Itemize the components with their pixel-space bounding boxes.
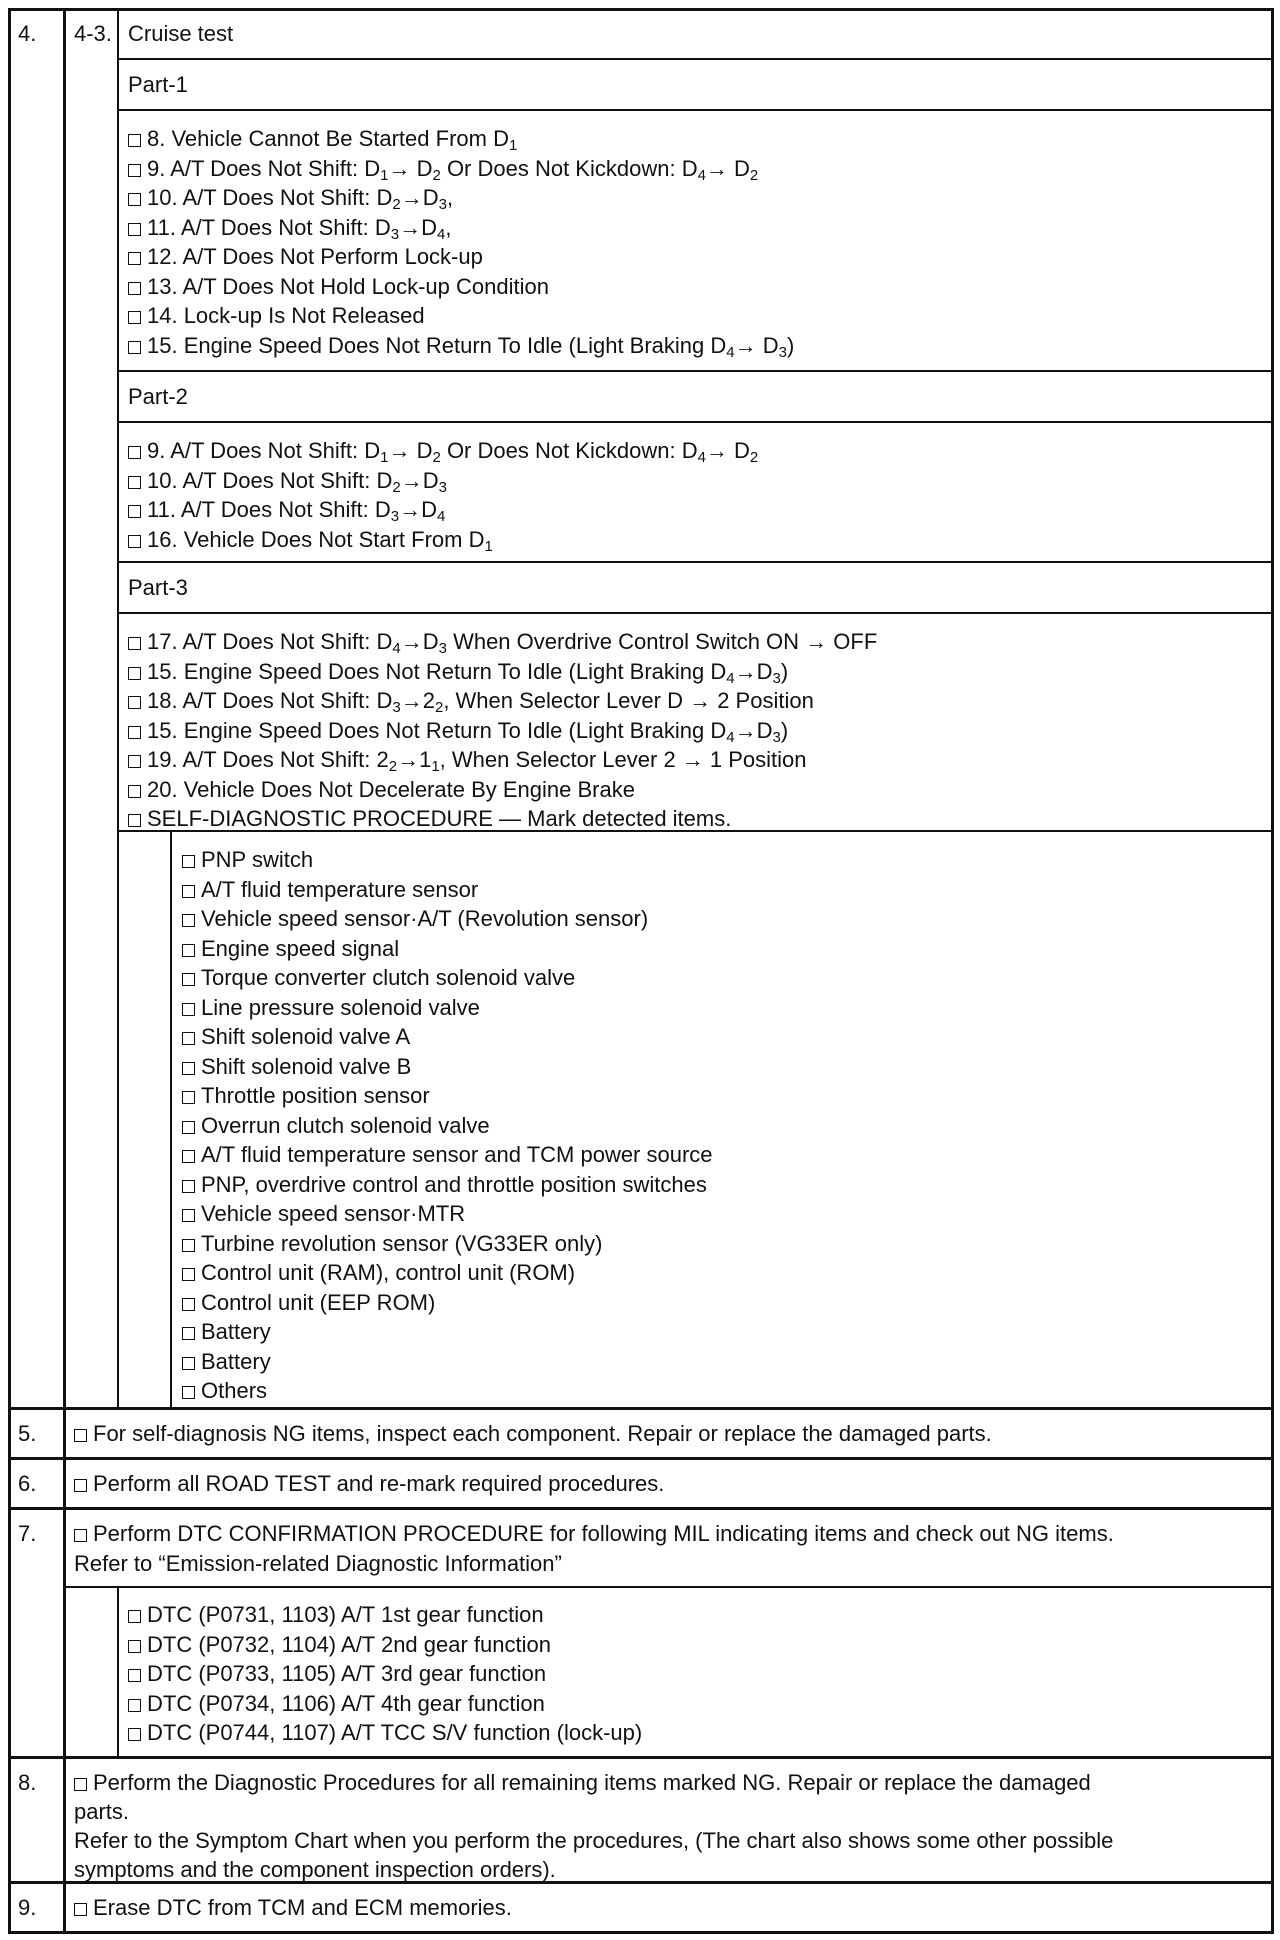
- divider: [118, 58, 1272, 60]
- checkbox[interactable]: [74, 1529, 87, 1542]
- checklist-item[interactable]: [128, 804, 877, 834]
- checklist-item[interactable]: [182, 1199, 713, 1229]
- divider: [118, 421, 1272, 423]
- checkbox[interactable]: [182, 1298, 195, 1311]
- checkbox[interactable]: [128, 1699, 141, 1712]
- checkbox[interactable]: [182, 1386, 195, 1399]
- diagnostic-worksheet-table: [8, 8, 1274, 1934]
- checkbox[interactable]: [182, 1150, 195, 1163]
- subscript: 1: [380, 166, 389, 184]
- checklist-item[interactable]: [182, 1229, 713, 1259]
- subscript: 4: [697, 449, 706, 466]
- checklist-item[interactable]: [182, 1347, 713, 1377]
- checkbox[interactable]: [182, 1268, 195, 1281]
- item-text: 15. Engine Speed Does Not Return To Idle (Light Braking D: [147, 332, 727, 358]
- checklist-item[interactable]: [182, 1081, 713, 1111]
- checklist-item[interactable]: [182, 934, 713, 964]
- item-text: Others: [201, 1378, 268, 1403]
- step-number: 8.: [18, 1770, 37, 1795]
- step-8-item[interactable]: [74, 1771, 1091, 1795]
- item-text: PNP, overdrive control and throttle position switches: [201, 1171, 707, 1197]
- item-text: 15. Engine Speed Does Not Return To Idle (Light Braking D: [147, 717, 727, 743]
- item-text: Turbine revolution sensor (VG33ER only): [201, 1230, 603, 1256]
- checkbox[interactable]: [182, 855, 195, 868]
- part-3-checklist: [128, 627, 877, 834]
- checklist-item[interactable]: [128, 627, 877, 657]
- checklist-item[interactable]: [182, 1170, 713, 1200]
- subscript: 2: [432, 449, 441, 466]
- checkbox[interactable]: [182, 1091, 195, 1104]
- checklist-item[interactable]: [128, 331, 794, 361]
- item-text: SELF-DIAGNOSTIC PROCEDURE — Mark detected items.: [147, 806, 732, 831]
- item-text: 11. A/T Does Not Shift: D: [147, 214, 391, 240]
- item-text: Battery: [201, 1348, 271, 1374]
- step-number: 6.: [18, 1471, 37, 1496]
- item-text: Battery: [201, 1319, 271, 1344]
- checkbox[interactable]: [128, 1610, 141, 1623]
- checkbox[interactable]: [182, 1032, 195, 1045]
- step-5-item[interactable]: [74, 1422, 992, 1446]
- item-text: 10. A/T Does Not Shift: D: [147, 467, 393, 493]
- step-7-item[interactable]: [74, 1522, 1114, 1546]
- divider: [118, 109, 1272, 111]
- item-text: →1: [397, 747, 432, 772]
- subscript: 1: [380, 449, 389, 466]
- step-6-item[interactable]: [74, 1472, 664, 1496]
- item-text: Control unit (RAM), control unit (ROM): [201, 1260, 576, 1285]
- checklist-item[interactable]: [182, 845, 713, 875]
- checklist-item[interactable]: [128, 716, 877, 746]
- checklist-item[interactable]: [128, 272, 794, 302]
- item-text: ,: [445, 214, 452, 240]
- item-text: 19. A/T Does Not Shift: 2: [147, 747, 389, 772]
- step-number: 5.: [18, 1421, 37, 1446]
- item-text: → D: [388, 155, 433, 181]
- checklist-item[interactable]: [128, 495, 758, 525]
- checkbox[interactable]: [128, 505, 141, 518]
- item-text: Or Does Not Kickdown: D: [440, 155, 698, 181]
- subscript: 2: [392, 196, 401, 213]
- item-text: DTC (P0733, 1105) A/T 3rd gear function: [147, 1661, 547, 1686]
- step-6-text: Perform all ROAD TEST and re-mark required procedures.: [93, 1471, 665, 1496]
- checklist-item[interactable]: [128, 1718, 642, 1748]
- checklist-item[interactable]: [128, 183, 794, 213]
- subscript: 4: [726, 669, 735, 687]
- step-7-reference: Refer to “Emission-related Diagnostic Information”: [74, 1551, 562, 1576]
- step-separator: [8, 1507, 1274, 1510]
- checklist-item[interactable]: [182, 1140, 713, 1170]
- checkbox[interactable]: [128, 134, 141, 147]
- step-separator: [8, 1457, 1274, 1460]
- checkbox[interactable]: [128, 535, 141, 548]
- item-text: 17. A/T Does Not Shift: D: [147, 629, 393, 654]
- item-text: 13. A/T Does Not Hold Lock-up Condition: [147, 273, 549, 299]
- subscript: 3: [438, 196, 447, 213]
- checkbox[interactable]: [182, 973, 195, 986]
- item-text: 16. Vehicle Does Not Start From D: [147, 526, 485, 552]
- checkbox[interactable]: [128, 1728, 141, 1741]
- step-5-text: For self-diagnosis NG items, inspect each component. Repair or replace the damaged parts.: [93, 1421, 992, 1446]
- item-text: DTC (P0744, 1107) A/T TCC S/V function (lock-up): [147, 1720, 643, 1745]
- checklist-item[interactable]: [128, 1659, 642, 1689]
- checkbox[interactable]: [128, 446, 141, 459]
- checkbox[interactable]: [74, 1903, 87, 1916]
- checkbox[interactable]: [128, 814, 141, 827]
- checklist-item[interactable]: [182, 1022, 713, 1052]
- step-9-text: Erase DTC from TCM and ECM memories.: [93, 1895, 512, 1920]
- subscript: 1: [508, 137, 518, 154]
- dtc-indent-divider: [117, 1587, 119, 1757]
- item-text: →D: [400, 467, 439, 493]
- item-text: →D: [734, 658, 773, 684]
- checklist-item[interactable]: [182, 1288, 713, 1318]
- item-text: → D: [734, 332, 779, 358]
- checkbox[interactable]: [182, 944, 195, 957]
- part-2-checklist: [128, 436, 758, 554]
- item-text: 14. Lock-up Is Not Released: [147, 303, 425, 328]
- subscript: 4: [726, 343, 735, 361]
- checklist-item[interactable]: [182, 963, 713, 993]
- item-text: →2: [400, 688, 435, 713]
- checklist-item[interactable]: [128, 301, 794, 331]
- step-number: 7.: [18, 1521, 37, 1546]
- item-text: Control unit (EEP ROM): [201, 1289, 436, 1315]
- subscript: 2: [749, 166, 759, 184]
- checkbox[interactable]: [128, 282, 141, 295]
- table-bottom-border: [8, 1931, 1274, 1934]
- item-text: Overrun clutch solenoid valve: [201, 1112, 490, 1138]
- self-diagnostic-items-checklist: [182, 845, 713, 1406]
- step-number: 4.: [18, 21, 37, 46]
- checkbox[interactable]: [182, 1062, 195, 1075]
- checklist-item[interactable]: [182, 1376, 713, 1406]
- subscript: 4: [697, 166, 706, 184]
- checkbox[interactable]: [128, 696, 141, 709]
- checkbox[interactable]: [128, 311, 141, 324]
- step-7-text: Perform DTC CONFIRMATION PROCEDURE for following MIL indicating items and check out NG items.: [93, 1521, 1114, 1546]
- item-text: Shift solenoid valve A: [201, 1024, 411, 1049]
- checkbox[interactable]: [128, 637, 141, 650]
- checkbox[interactable]: [182, 1121, 195, 1134]
- checklist-item[interactable]: [128, 213, 794, 243]
- checkbox[interactable]: [182, 1003, 195, 1016]
- checklist-item[interactable]: [128, 436, 758, 466]
- checklist-item[interactable]: [182, 1052, 713, 1082]
- checkbox[interactable]: [128, 252, 141, 265]
- subscript: 2: [388, 758, 398, 775]
- item-text: Vehicle speed sensor·MTR: [201, 1201, 466, 1226]
- subscript: 4: [436, 225, 446, 243]
- subscript: 2: [432, 166, 441, 184]
- divider: [64, 1586, 1274, 1588]
- item-text: 10. A/T Does Not Shift: D: [147, 185, 393, 210]
- checklist-item[interactable]: [128, 1600, 642, 1630]
- part-2-label: Part-2: [128, 384, 188, 409]
- subscript: 4: [392, 640, 401, 657]
- subscript: 1: [431, 758, 440, 775]
- step-8-reference-cont: symptoms and the component inspection orders).: [74, 1857, 556, 1882]
- subscript: 3: [778, 343, 787, 361]
- checkbox[interactable]: [128, 1669, 141, 1682]
- checkbox[interactable]: [128, 785, 141, 798]
- step-8-text: Perform the Diagnostic Procedures for all remaining items marked NG. Repair or replace the damaged: [93, 1770, 1091, 1795]
- item-text: 9. A/T Does Not Shift: D: [147, 155, 381, 181]
- checklist-item[interactable]: [128, 242, 794, 272]
- subscript: 4: [436, 508, 446, 525]
- divider: [118, 370, 1272, 372]
- checkbox[interactable]: [128, 726, 141, 739]
- item-text: → D: [705, 438, 750, 463]
- item-text: ,: [446, 185, 454, 210]
- item-text: Engine speed signal: [201, 935, 400, 961]
- checklist-item[interactable]: [182, 993, 713, 1023]
- item-text: A/T fluid temperature sensor: [201, 876, 479, 902]
- checkbox[interactable]: [74, 1778, 87, 1791]
- item-text: 9. A/T Does Not Shift: D: [147, 438, 381, 463]
- checkbox[interactable]: [128, 193, 141, 206]
- step-8-reference: Refer to the Symptom Chart when you perform the procedures, (The chart also shows some other possible: [74, 1828, 1114, 1853]
- checkbox[interactable]: [128, 1640, 141, 1653]
- divider: [118, 561, 1272, 563]
- item-text: PNP switch: [201, 847, 314, 872]
- checklist-item[interactable]: [128, 466, 758, 496]
- step-separator: [8, 1407, 1274, 1410]
- checkbox[interactable]: [128, 476, 141, 489]
- step-number-column-divider: [63, 8, 66, 1934]
- dtc-checklist: [128, 1600, 642, 1748]
- checklist-item[interactable]: [182, 1258, 713, 1288]
- subscript: 3: [772, 728, 781, 746]
- item-text: →D: [399, 497, 437, 522]
- checklist-item[interactable]: [128, 1689, 642, 1719]
- subscript: 2: [434, 699, 444, 716]
- checklist-item[interactable]: [128, 1630, 642, 1660]
- item-text: A/T fluid temperature sensor and TCM power source: [201, 1142, 713, 1167]
- substep-number: 4-3.: [74, 21, 112, 46]
- subscript: 1: [484, 537, 493, 555]
- item-text: 11. A/T Does Not Shift: D: [147, 497, 391, 522]
- checklist-item[interactable]: [182, 875, 713, 905]
- item-text: When Overdrive Control Switch ON → OFF: [446, 629, 878, 654]
- subscript: 2: [749, 449, 759, 466]
- item-text: Shift solenoid valve B: [201, 1053, 412, 1079]
- part-1-checklist: [128, 124, 794, 360]
- substep-column-divider: [117, 8, 119, 1408]
- step-8-text-cont: parts.: [74, 1799, 130, 1824]
- checklist-item[interactable]: [128, 525, 758, 555]
- item-text: →D: [400, 629, 439, 654]
- item-text: ): [786, 332, 795, 358]
- checklist-item[interactable]: [128, 686, 877, 716]
- item-text: Line pressure solenoid valve: [201, 994, 480, 1020]
- cruise-test-title: Cruise test: [128, 21, 234, 46]
- item-text: 18. A/T Does Not Shift: D: [147, 688, 393, 713]
- subscript: 3: [390, 225, 400, 243]
- checkbox[interactable]: [128, 667, 141, 680]
- checklist-item[interactable]: [182, 1317, 713, 1347]
- item-text: →D: [399, 214, 437, 240]
- subscript: 3: [772, 669, 781, 687]
- item-text: →D: [734, 717, 773, 743]
- checkbox[interactable]: [182, 1209, 195, 1222]
- checkbox[interactable]: [74, 1479, 87, 1492]
- subscript: 3: [392, 699, 401, 716]
- item-text: 15. Engine Speed Does Not Return To Idle (Light Braking D: [147, 658, 727, 684]
- checkbox[interactable]: [182, 885, 195, 898]
- checkbox[interactable]: [128, 164, 141, 177]
- subscript: 2: [392, 478, 401, 496]
- step-number: 9.: [18, 1895, 37, 1920]
- subscript: 3: [438, 478, 447, 496]
- checkbox[interactable]: [182, 1357, 195, 1370]
- item-text: Torque converter clutch solenoid valve: [201, 965, 576, 990]
- checkbox[interactable]: [182, 914, 195, 927]
- checkbox[interactable]: [128, 223, 141, 236]
- checkbox[interactable]: [182, 1180, 195, 1193]
- step-separator: [8, 1756, 1274, 1759]
- checklist-item[interactable]: [128, 657, 877, 687]
- item-text: 20. Vehicle Does Not Decelerate By Engine Brake: [147, 776, 635, 802]
- checklist-item[interactable]: [128, 124, 794, 154]
- item-text: , When Selector Lever 2 → 1 Position: [439, 747, 807, 772]
- item-text: → D: [705, 155, 750, 181]
- item-text: DTC (P0732, 1104) A/T 2nd gear function: [147, 1631, 551, 1657]
- subscript: 3: [390, 508, 400, 525]
- item-text: ): [780, 717, 789, 743]
- checklist-item[interactable]: [182, 904, 713, 934]
- self-diag-indent-divider: [170, 831, 172, 1408]
- table-top-border: [8, 8, 1274, 11]
- item-text: 8. Vehicle Cannot Be Started From D: [147, 126, 509, 151]
- item-text: DTC (P0731, 1103) A/T 1st gear function: [147, 1602, 544, 1627]
- checkbox[interactable]: [128, 341, 141, 354]
- item-text: Or Does Not Kickdown: D: [440, 438, 698, 463]
- part-3-label: Part-3: [128, 575, 188, 600]
- step-9-item[interactable]: [74, 1896, 512, 1920]
- item-text: 12. A/T Does Not Perform Lock-up: [147, 244, 483, 269]
- part-1-label: Part-1: [128, 72, 188, 97]
- checkbox[interactable]: [128, 755, 141, 768]
- table-right-border: [1271, 8, 1274, 1934]
- checklist-item[interactable]: [128, 154, 794, 184]
- item-text: Throttle position sensor: [201, 1083, 430, 1108]
- checkbox[interactable]: [74, 1429, 87, 1442]
- checkbox[interactable]: [182, 1239, 195, 1252]
- item-text: , When Selector Lever D → 2 Position: [443, 688, 814, 713]
- table-left-border: [8, 8, 11, 1934]
- subscript: 4: [726, 728, 735, 746]
- item-text: DTC (P0734, 1106) A/T 4th gear function: [147, 1690, 545, 1716]
- checklist-item[interactable]: [182, 1111, 713, 1141]
- checklist-item[interactable]: [128, 745, 877, 775]
- item-text: Vehicle speed sensor·A/T (Revolution sensor): [201, 906, 649, 931]
- checkbox[interactable]: [182, 1327, 195, 1340]
- item-text: ): [780, 658, 789, 684]
- item-text: →D: [400, 185, 439, 210]
- subscript: 3: [438, 640, 447, 657]
- checklist-item[interactable]: [128, 775, 877, 805]
- divider: [118, 612, 1272, 614]
- item-text: → D: [388, 438, 433, 463]
